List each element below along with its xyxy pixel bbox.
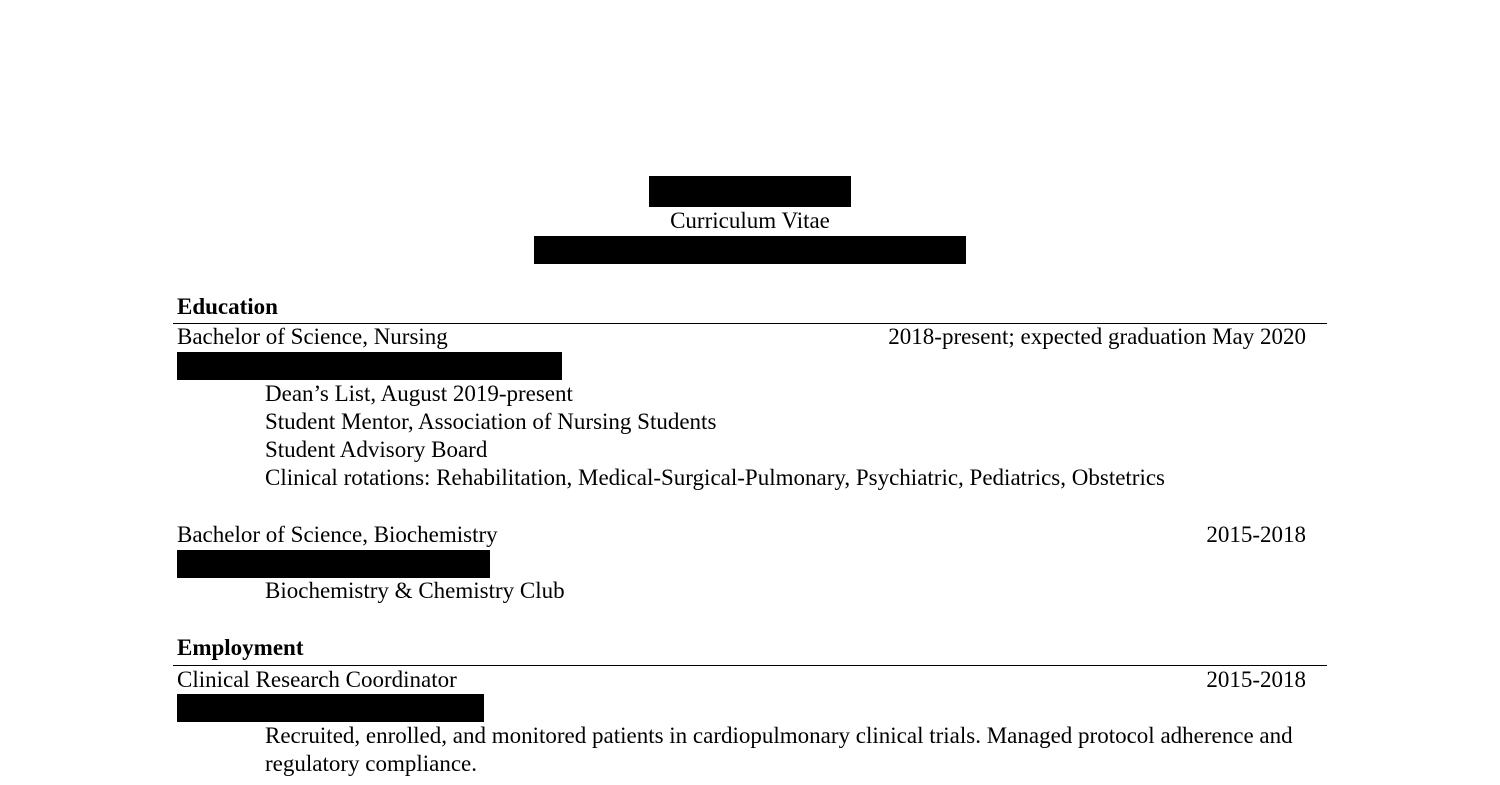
employment-description: Recruited, enrolled, and monitored patients in cardiopulmonary clinical trials. Managed protocol adherence and regulatory compliance. [265, 723, 1293, 776]
education-detail: Student Mentor, Association of Nursing Students [265, 409, 717, 434]
page-title: Curriculum Vitae [670, 208, 830, 233]
education-dates-nursing: 2018-present; expected graduation May 2020 [888, 324, 1306, 349]
redacted-institution-nursing [177, 352, 562, 380]
education-degree-biochemistry: Bachelor of Science, Biochemistry [177, 522, 498, 547]
redacted-employer [177, 694, 484, 722]
education-heading: Education [177, 294, 278, 319]
employment-heading: Employment [177, 635, 304, 660]
employment-position: Clinical Research Coordinator [177, 667, 457, 692]
redacted-institution-biochemistry [177, 550, 490, 578]
redacted-name [649, 176, 851, 207]
education-detail: Biochemistry & Chemistry Club [265, 578, 565, 603]
education-detail: Clinical rotations: Rehabilitation, Medical-Surgical-Pulmonary, Psychiatric, Pediatrics, Obstetrics [265, 465, 1166, 490]
education-degree-nursing: Bachelor of Science, Nursing [177, 324, 448, 349]
redacted-contact-info [534, 236, 966, 264]
education-detail: Dean’s List, August 2019-present [265, 381, 573, 406]
education-detail: Student Advisory Board [265, 437, 488, 462]
education-dates-biochemistry: 2015-2018 [1206, 522, 1306, 547]
employment-dates: 2015-2018 [1206, 667, 1306, 692]
